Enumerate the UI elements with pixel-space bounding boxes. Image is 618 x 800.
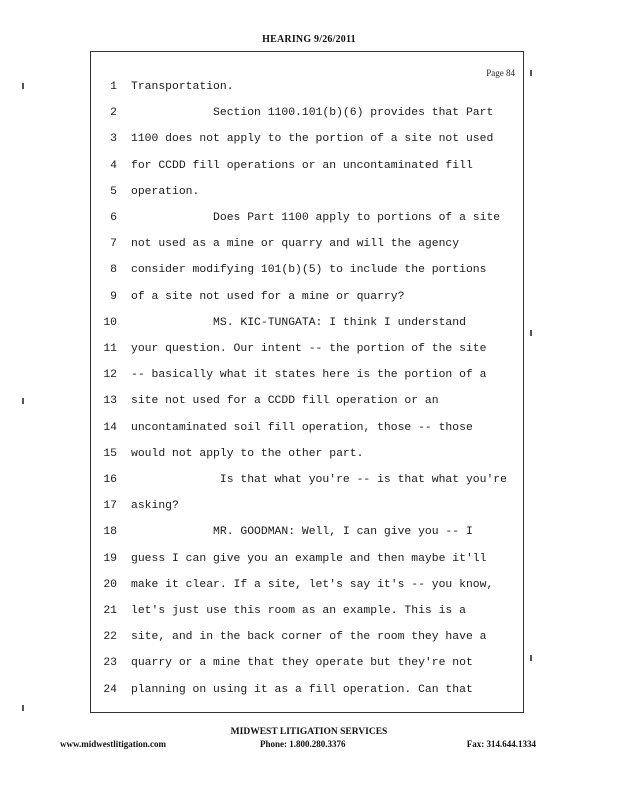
transcript-line [91, 103, 523, 129]
line-number: 8 [110, 264, 117, 277]
line-number: 10 [103, 316, 117, 329]
line-text: Is that what you're -- is that what you're [131, 474, 507, 486]
line-text: Transportation. [131, 81, 234, 93]
line-text: site, and in the back corner of the room they have a [131, 631, 487, 644]
line-text: 1100 does not apply to the portion of a site not used [131, 133, 494, 146]
transcript-line [91, 234, 523, 260]
line-text: let's just use this room as an example. This is a [131, 605, 466, 617]
line-number: 1 [110, 81, 117, 93]
line-number: 14 [103, 421, 117, 434]
transcript-line [91, 444, 523, 470]
scan-mark [22, 83, 24, 89]
footer-phone: Phone: 1.800.280.3376 [260, 739, 346, 749]
line-text: uncontaminated soil fill operation, those -- those [131, 421, 473, 434]
line-text: your question. Our intent -- the portion of the site [131, 343, 487, 355]
footer-company: MIDWEST LITIGATION SERVICES [230, 727, 388, 737]
transcript-line [91, 313, 523, 339]
line-number: 15 [103, 447, 117, 460]
scan-mark [22, 398, 24, 404]
line-text: asking? [131, 500, 179, 513]
transcript-line [91, 365, 523, 391]
transcript-line [91, 575, 523, 601]
line-text: planning on using it as a fill operation. Can that [131, 683, 473, 696]
line-number: 2 [110, 107, 117, 120]
line-number: 7 [110, 238, 117, 251]
transcript-line [91, 496, 523, 522]
line-text: of a site not used for a mine or quarry? [131, 290, 405, 303]
line-text: guess I can give you an example and then maybe it'll [131, 552, 487, 565]
line-number: 5 [110, 185, 117, 198]
transcript-line [91, 339, 523, 365]
line-number: 6 [110, 212, 117, 224]
line-number: 11 [103, 343, 117, 355]
line-text: for CCDD fill operations or an uncontaminated fill [131, 159, 473, 172]
transcript-line [91, 129, 523, 155]
line-number: 17 [103, 500, 117, 513]
line-text: consider modifying 101(b)(5) to include the portions [131, 264, 487, 277]
line-number: 20 [103, 578, 117, 591]
transcript-line [91, 208, 523, 234]
scan-mark [530, 70, 532, 76]
line-number: 21 [103, 605, 117, 617]
transcript-line [91, 418, 523, 444]
transcript-page-frame [90, 51, 524, 713]
transcript-line [91, 391, 523, 417]
line-text: not used as a mine or quarry and will the agency [131, 238, 460, 251]
line-number: 18 [103, 526, 117, 539]
line-text: Does Part 1100 apply to portions of a site [131, 212, 501, 224]
footer-contact-row [60, 739, 536, 751]
transcript-line [91, 470, 523, 496]
transcript-line [91, 627, 523, 653]
scan-mark [22, 705, 24, 711]
line-number: 9 [110, 290, 117, 303]
line-text: operation. [131, 185, 200, 198]
line-text: MS. KIC-TUNGATA: I think I understand [131, 316, 466, 329]
line-number: 4 [110, 159, 117, 172]
line-number: 3 [110, 133, 117, 146]
document-header: HEARING 9/26/2011 [262, 34, 356, 45]
line-text: quarry or a mine that they operate but they're not [131, 657, 473, 670]
footer-fax: Fax: 314.644.1334 [466, 739, 536, 749]
page-number: Page 84 [486, 68, 515, 78]
scan-mark [530, 655, 532, 661]
line-text: make it clear. If a site, let's say it's -- you know, [131, 578, 494, 591]
line-number: 13 [103, 395, 117, 408]
line-text: Section 1100.101(b)(6) provides that Part [131, 107, 494, 120]
line-number: 19 [103, 552, 117, 565]
transcript-line [91, 549, 523, 575]
transcript-line [91, 653, 523, 679]
transcript-line [91, 182, 523, 208]
transcript-line [91, 680, 523, 706]
line-number: 22 [103, 631, 117, 644]
transcript-line [91, 260, 523, 286]
transcript-line [91, 287, 523, 313]
line-text: MR. GOODMAN: Well, I can give you -- I [131, 526, 473, 539]
footer-website: www.midwestlitigation.com [60, 739, 166, 749]
line-number: 24 [103, 683, 117, 696]
transcript-line [91, 156, 523, 182]
line-text: would not apply to the other part. [131, 447, 364, 460]
line-number: 23 [103, 657, 117, 670]
line-number: 16 [103, 474, 117, 486]
transcript-line [91, 522, 523, 548]
transcript-line [91, 601, 523, 627]
line-text: site not used for a CCDD fill operation or an [131, 395, 439, 408]
scan-mark [530, 330, 532, 336]
line-text: -- basically what it states here is the portion of a [131, 369, 487, 382]
transcript-line [91, 77, 523, 103]
line-number: 12 [103, 369, 117, 382]
